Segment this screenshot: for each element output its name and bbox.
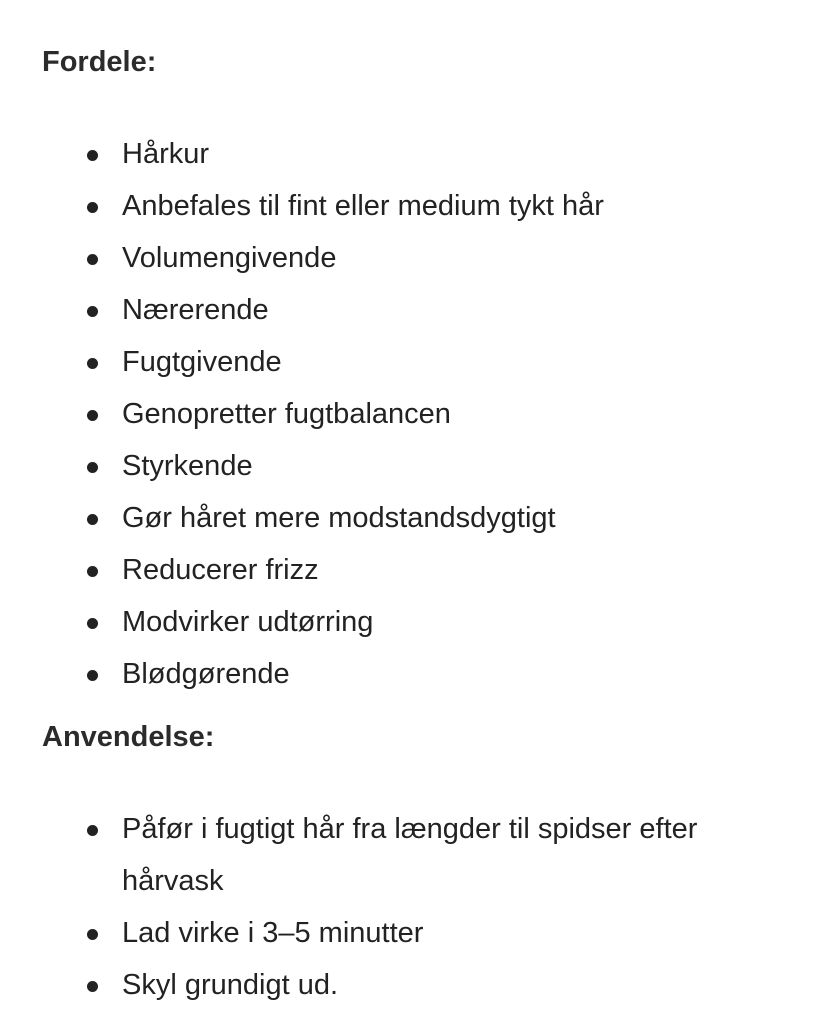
bullet-icon [87, 254, 98, 265]
list-item [0, 284, 828, 336]
list-item-text: Reducerer frizz [122, 554, 319, 586]
list-item-text: Lad virke i 3–5 minutter [122, 917, 424, 949]
list-item [0, 648, 828, 700]
list-item-text: Gør håret mere modstandsdygtigt [122, 502, 556, 534]
list-item [0, 232, 828, 284]
list-item-text: Nærerende [122, 294, 269, 326]
section-heading-fordele: Fordele: [42, 46, 157, 78]
bullet-icon [87, 566, 98, 577]
bullet-icon [87, 358, 98, 369]
list-item [0, 907, 828, 959]
list-item-text: Anbefales til fint eller medium tykt hår [122, 190, 604, 222]
list-item-text: Hårkur [122, 138, 210, 170]
list-item [0, 544, 828, 596]
bullet-icon [87, 514, 98, 525]
list-item [0, 388, 828, 440]
list-item [0, 180, 828, 232]
bullet-icon [87, 825, 98, 836]
bullet-icon [87, 202, 98, 213]
list-item-text: Volumengivende [122, 242, 337, 274]
list-item [0, 959, 828, 1011]
list-item-text: Påfør i fugtigt hår fra længder til spidser efter hårvask [122, 813, 698, 897]
list-item-text: Blødgørende [122, 658, 290, 690]
list-item-text: Fugtgivende [122, 346, 282, 378]
benefits-list [0, 128, 828, 700]
usage-list [0, 803, 828, 1011]
bullet-icon [87, 670, 98, 681]
list-item [0, 440, 828, 492]
bullet-icon [87, 462, 98, 473]
list-item [0, 803, 828, 907]
list-item [0, 492, 828, 544]
list-item [0, 336, 828, 388]
list-item-text: Genopretter fugtbalancen [122, 398, 451, 430]
bullet-icon [87, 618, 98, 629]
bullet-icon [87, 306, 98, 317]
bullet-icon [87, 929, 98, 940]
list-item [0, 596, 828, 648]
list-item-text: Styrkende [122, 450, 253, 482]
list-item-text: Skyl grundigt ud. [122, 969, 339, 1001]
bullet-icon [87, 981, 98, 992]
list-item-text: Modvirker udtørring [122, 606, 374, 638]
bullet-icon [87, 410, 98, 421]
bullet-icon [87, 150, 98, 161]
section-heading-anvendelse: Anvendelse: [42, 721, 215, 753]
list-item [0, 128, 828, 180]
